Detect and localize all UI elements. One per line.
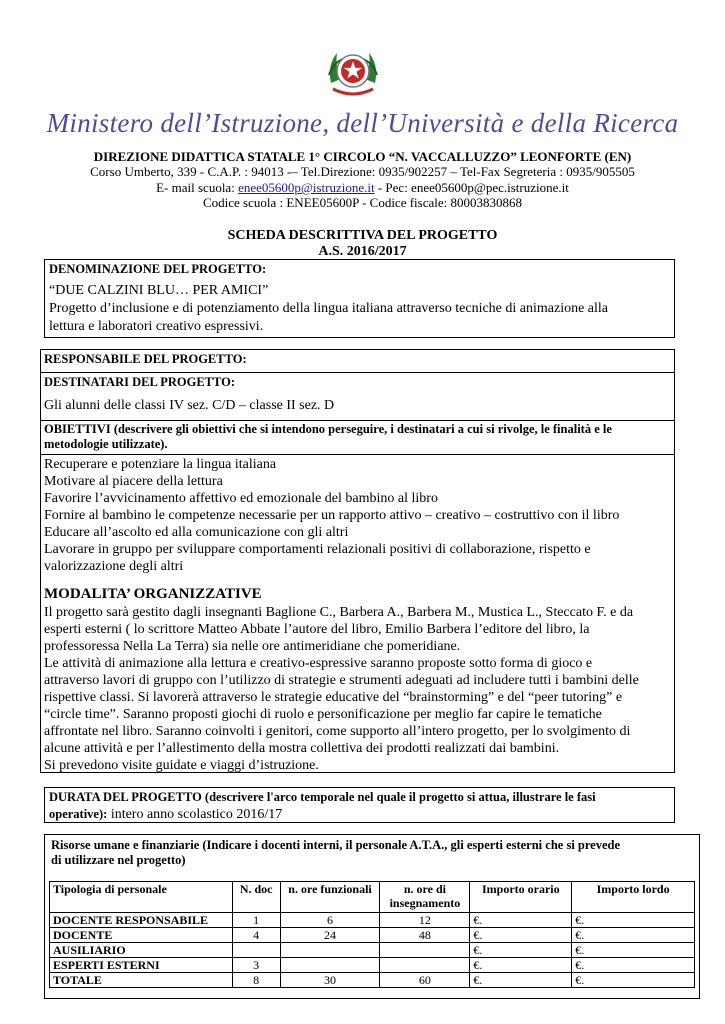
durata-section (44, 787, 675, 823)
column-header: Tipologia di personale (50, 882, 233, 913)
durata-value: intero anno scolastico 2016/17 (107, 807, 283, 822)
list-item: Fornire al bambino le competenze necessarie per un rapporto attivo – creativo – costruttivo con il libro (44, 508, 620, 523)
table-cell: 12 (380, 913, 470, 928)
document-title: SCHEDA DESCRITTIVA DEL PROGETTO (227, 228, 498, 243)
paragraph-line: Si prevedono visite guidate e viaggi d’istruzione. (44, 758, 319, 773)
paragraph-line: “circle time”. Saranno proposti giochi di ruolo e personificazione per meglio far capire le tematiche (44, 707, 602, 722)
obiettivi-label-2: metodologie utilizzate). (44, 437, 168, 451)
modalita-label: MODALITA’ ORGANIZZATIVE (44, 586, 262, 602)
school-address: Corso Umberto, 339 - C.A.P. : 94013 -– Tel.Direzione: 0935/902257 – Tel-Fax Segreteria : 0935/905505 (90, 164, 635, 179)
table-cell (380, 943, 470, 958)
paragraph-line: rispettive classi. Si lavorerà attraverso le strategie educative del “brainstorming” e del “peer tutoring” e (44, 690, 623, 705)
obiettivi-label-1: OBIETTIVI (descrivere gli obiettivi che si intendono perseguire, i destinatari a cui si rivolge, le finalità e le (44, 422, 612, 436)
obiettivi-list (44, 456, 619, 575)
list-item: Motivare al piacere della lettura (44, 474, 223, 489)
destinatari-label: DESTINATARI DEL PROGETTO: (44, 375, 236, 389)
table-row (50, 913, 695, 928)
denominazione-section (44, 259, 675, 338)
risorse-table (49, 881, 695, 988)
table-cell (232, 943, 280, 958)
table-cell (280, 943, 380, 958)
table-row (50, 928, 695, 943)
risorse-label-1: Risorse umane e finanziarie (Indicare i docenti interni, il personale A.T.A., gli esperti esterni che si prevede (51, 838, 621, 852)
project-description-1: Progetto d’inclusione e di potenziamento della lingua italiana attraverso tecniche di animazione alla (49, 301, 609, 316)
paragraph-line: attraverso lavori di gruppo con l’utilizzo di strategie e strumenti adeguati ad includere tutti i bambini delle (44, 673, 639, 688)
durata-label-1: DURATA DEL PROGETTO (descrivere l'arco temporale nel quale il progetto si attua, illustrare le fasi (49, 790, 596, 804)
list-item: valorizzazione degli altri (44, 559, 184, 574)
table-cell: 24 (280, 928, 380, 943)
table-row (50, 958, 695, 973)
divider (41, 420, 674, 421)
table-header-row (50, 882, 695, 913)
project-details-section (40, 349, 675, 773)
paragraph-line: Le attività di animazione alla lettura e creativo-espressive saranno proposte sotto forma di gioco e (44, 656, 593, 671)
table-cell: €. (470, 913, 572, 928)
table-cell: €. (470, 973, 572, 988)
table-cell: ESPERTI ESTERNI (50, 958, 233, 973)
paragraph-line: professoressa Nella La Terra) sia nelle ore antimeridiane che pomeridiane. (44, 639, 461, 654)
school-year: A.S. 2016/2017 (318, 244, 407, 259)
divider (41, 372, 674, 373)
list-item: Lavorare in gruppo per sviluppare comportamenti relazionali positivi di collaborazione, rispetto e (44, 542, 591, 557)
table-cell: €. (572, 943, 695, 958)
project-description-2: lettura e laboratori creativo espressivi. (49, 319, 264, 334)
column-header: Importo orario (470, 882, 572, 913)
divider (41, 454, 674, 455)
table-cell: €. (572, 928, 695, 943)
italian-republic-emblem-icon (323, 43, 383, 103)
table-cell (380, 958, 470, 973)
table-cell: 3 (232, 958, 280, 973)
column-header: Importo lordo (572, 882, 695, 913)
table-cell: 48 (380, 928, 470, 943)
email-link[interactable]: enee05600p@istruzione.it (238, 180, 375, 195)
ministry-title: Ministero dell’Istruzione, dell’Università e della Ricerca (46, 108, 679, 138)
list-item: Educare all’ascolto ed alla comunicazione con gli altri (44, 525, 349, 540)
school-codes: Codice scuola : ENEE05600P - Codice fiscale: 80003830868 (202, 195, 523, 210)
column-header: N. doc (232, 882, 280, 913)
destinatari-value: Gli alunni delle classi IV sez. C/D – classe II sez. D (44, 398, 335, 413)
table-cell: €. (572, 958, 695, 973)
column-header: n. ore funzionali (280, 882, 380, 913)
table-cell: 1 (232, 913, 280, 928)
table-cell: 60 (380, 973, 470, 988)
table-row (50, 973, 695, 988)
table-cell: €. (572, 973, 695, 988)
table-cell: €. (470, 943, 572, 958)
table-cell: 6 (280, 913, 380, 928)
project-name: “DUE CALZINI BLU… PER AMICI” (49, 283, 269, 298)
table-cell: DOCENTE (50, 928, 233, 943)
table-cell (280, 958, 380, 973)
table-cell: TOTALE (50, 973, 233, 988)
denominazione-label: DENOMINAZIONE DEL PROGETTO: (49, 262, 267, 276)
table-cell: 8 (232, 973, 280, 988)
list-item: Favorire l’avvicinamento affettivo ed emozionale del bambino al libro (44, 491, 438, 506)
school-contacts: E- mail scuola: enee05600p@istruzione.it - Pec: enee05600p@pec.istruzione.it (156, 180, 569, 195)
table-cell: €. (470, 958, 572, 973)
table-cell: 4 (232, 928, 280, 943)
paragraph-line: affrontate nel libro. Saranno coinvolti i genitori, come supporto all’intero progetto, per lo svolgimento di (44, 724, 631, 739)
list-item: Recuperare e potenziare la lingua italiana (44, 457, 277, 472)
table-cell: AUSILIARIO (50, 943, 233, 958)
paragraph-line: esperti esterni ( lo scrittore Matteo Abbate l’autore del libro, Emilio Barbera l’editore del libro, la (44, 622, 590, 637)
paragraph-line: Il progetto sarà gestito dagli insegnanti Baglione C., Barbera A., Barbera M., Mustica L., Steccato F. e da (44, 605, 634, 620)
modalita-text (44, 604, 639, 774)
school-name: DIREZIONE DIDATTICA STATALE 1° CIRCOLO “N. VACCALLUZZO” LEONFORTE (EN) (93, 149, 632, 164)
table-cell: €. (572, 913, 695, 928)
paragraph-line: alcune attività e per l’allestimento della mostra collettiva dei prodotti realizzati dai bambini. (44, 741, 560, 756)
responsabile-label: RESPONSABILE DEL PROGETTO: (44, 352, 247, 366)
table-cell: DOCENTE RESPONSABILE (50, 913, 233, 928)
durata-line-2: operative): intero anno scolastico 2016/17 (49, 807, 283, 822)
table-cell: 30 (280, 973, 380, 988)
column-header: n. ore di insegnamento (380, 882, 470, 913)
risorse-label-2: di utilizzare nel progetto) (51, 853, 186, 867)
table-row (50, 943, 695, 958)
table-cell: €. (470, 928, 572, 943)
